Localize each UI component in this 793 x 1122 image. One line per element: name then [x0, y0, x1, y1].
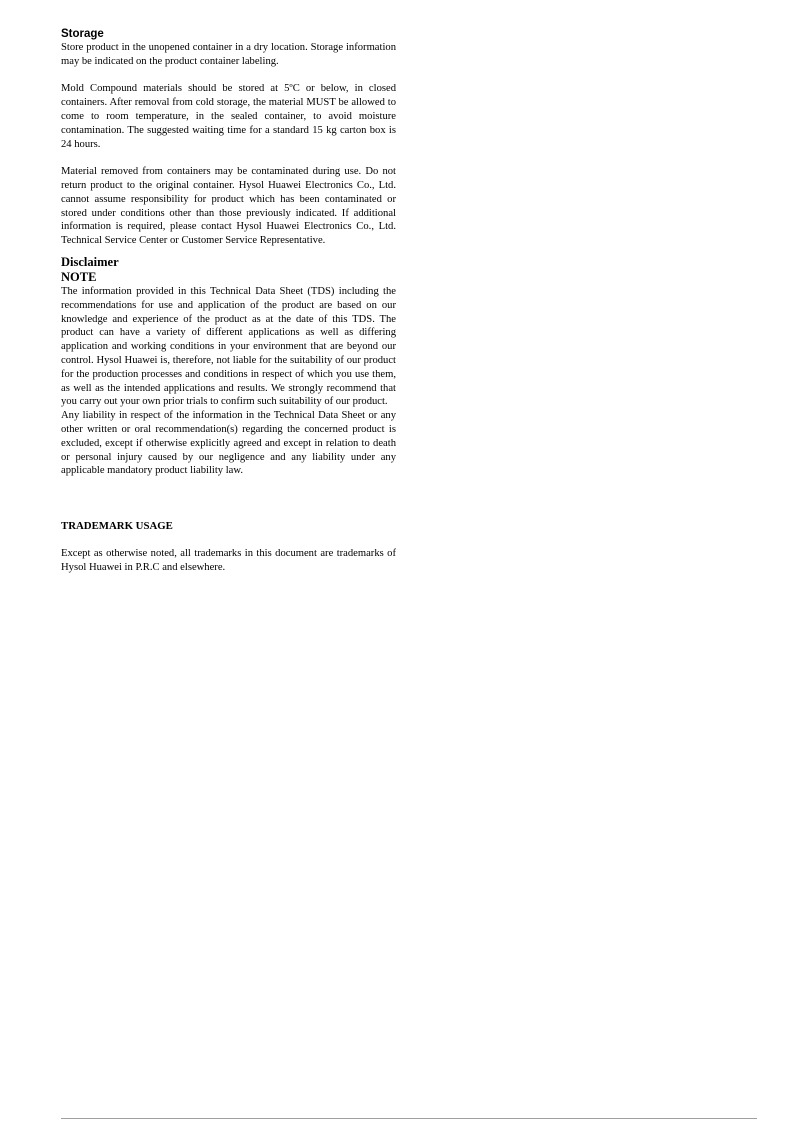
note-heading: NOTE [61, 269, 97, 284]
disclaimer-heading: Disclaimer [61, 254, 119, 269]
storage-paragraph-3: Material removed from containers may be contaminated during use. Do not return product to the original container. Hysol Huawei Electronics Co., Ltd. cannot assume responsibility for product which has been contaminated or stored under conditions other than those previously indicated. If additional information is required, please contact Hysol Huawei Electronics Co., Ltd. Technical Service Center or Customer Service Representative. [61, 166, 396, 247]
disclaimer-section [61, 255, 396, 478]
disclaimer-paragraph-2: Any liability in respect of the information in the Technical Data Sheet or any other written or oral recommendation(s) regarding the concerned product is excluded, except if otherwise explicitly agreed and except in relation to death or personal injury caused by our negligence and any liability under any applicable mandatory product liability law. [61, 410, 396, 477]
trademark-paragraph: Except as otherwise noted, all trademarks in this document are trademarks of Hysol Huawei in P.R.C and elsewhere. [61, 547, 396, 573]
disclaimer-paragraph-1: The information provided in this Technical Data Sheet (TDS) including the recommendations for use and application of the product are based on our knowledge and experience of the product as at the date of this TDS. The product can have a variety of different applications as well as differing application and working conditions in your environment that are beyond our control. Hysol Huawei is, therefore, not liable for the suitability of our product for the production processes and conditions in respect of which you use them, as well as the intended applications and results. We strongly recommend that you carry out your own prior trials to confirm such suitability of our product. [61, 285, 396, 408]
storage-heading: Storage [61, 28, 104, 40]
section-spacer [61, 248, 396, 255]
storage-paragraph-2: Mold Compound materials should be stored at 5ºC or below, in closed containers. After removal from cold storage, the material MUST be allowed to come to room temperature, in the sealed container, to avoid moisture contamination. The suggested waiting time for a standard 15 kg carton box is 24 hours. [61, 83, 396, 150]
trademark-heading: TRADEMARK USAGE [61, 520, 173, 533]
paragraph-spacer [61, 533, 396, 547]
trademark-section [61, 519, 396, 574]
section-spacer [61, 478, 396, 519]
paragraph-spacer [61, 69, 396, 83]
footer-divider [61, 1118, 757, 1119]
storage-section [61, 27, 396, 248]
storage-paragraph-1: Store product in the unopened container in a dry location. Storage information may be indicated on the product container labeling. [61, 42, 396, 67]
document-body [61, 27, 396, 575]
paragraph-spacer [61, 151, 396, 165]
